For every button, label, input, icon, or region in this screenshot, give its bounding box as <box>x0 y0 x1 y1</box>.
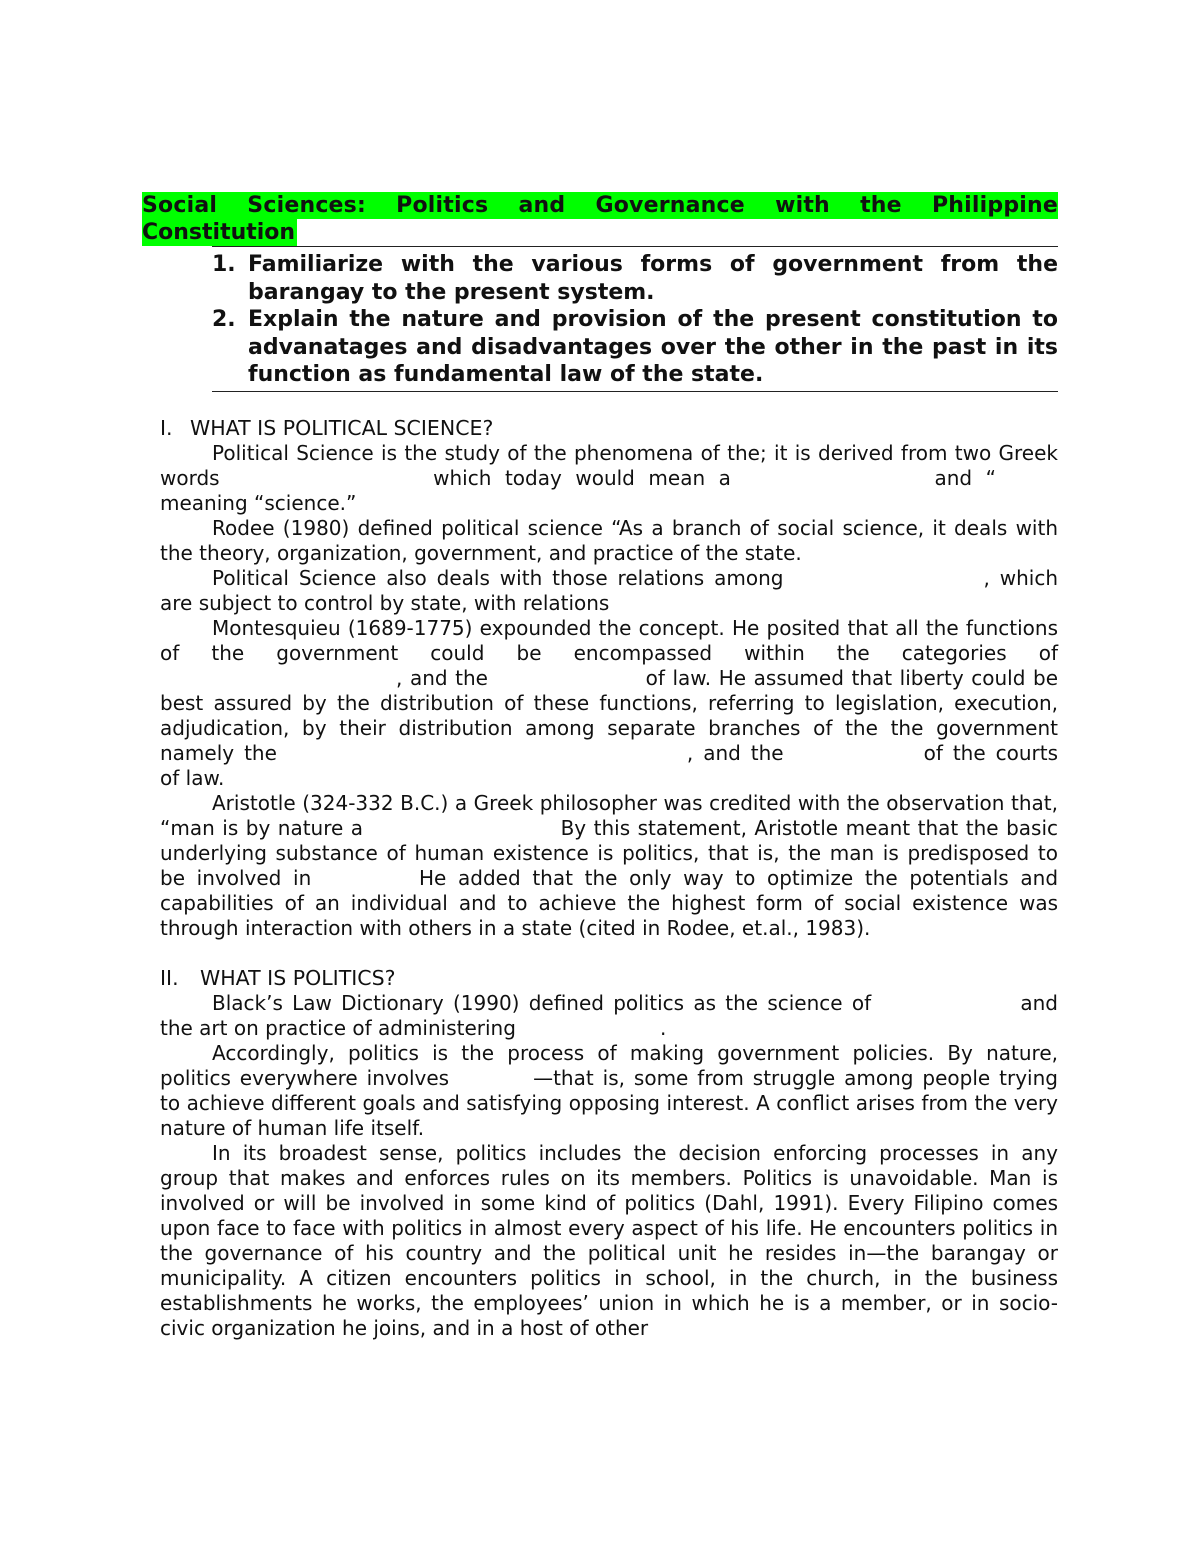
paragraph-text: of the courts of law. <box>160 741 1058 790</box>
paragraph: Rodee (1980) defined political science “As a branch of social science, it deals with the theory, organization, government, and practice of the state. <box>160 516 1058 565</box>
paragraph-text: which today would mean a <box>433 466 731 490</box>
objective-item <box>212 251 1058 306</box>
paragraph-text: Aristotle (324-332 B.C.) a Greek philosopher was credited with the observation that, “man is by nature a <box>160 791 1058 840</box>
paragraph-text: Montesquieu (1689-1775) expounded the concept. He posited that all the functions of the government could be encompassed within the categories of <box>160 616 1058 665</box>
section-number: II. <box>160 966 179 990</box>
section-number: I. <box>160 416 173 440</box>
section-title: WHAT IS POLITICAL SCIENCE? <box>190 416 494 440</box>
paragraph-text: . <box>659 1016 667 1040</box>
paragraph-text: and the art on practice of administering <box>160 991 1058 1040</box>
paragraph <box>160 791 1058 941</box>
paragraph-text: , and the <box>686 741 784 765</box>
objective-text: Explain the nature and provision of the present constitution to advanatages and disadvantages over the other in the past in its function as fundamental law of the state. <box>248 307 1058 387</box>
objective-number: 1. <box>212 252 236 277</box>
paragraph-text: —that is, some from struggle among people trying to achieve different goals and satisfying opposing interest. A conflict arises from the very nature of human life itself. <box>160 1066 1058 1140</box>
paragraph-text: , and the <box>396 666 488 690</box>
paragraph <box>160 441 1058 516</box>
paragraph <box>160 616 1058 791</box>
paragraph <box>160 1041 1058 1141</box>
paragraph-text: of law. He assumed that liberty could be best assured by the distribution of these functions, referring to legislation, execution, adjudication, by their distribution among separate branches of the the government namely the <box>160 666 1059 765</box>
paragraph-text: meaning “science.” <box>160 491 357 515</box>
paragraph-text: , which are subject to control by state, with relations <box>160 566 1058 615</box>
paragraph-text: He added that the only way to optimize the potentials and capabilities of an individual and to achieve the highest form of social existence was through interaction with others in a state (cited in Rodee, et.al., 1983). <box>160 866 1059 940</box>
document-body <box>160 416 1058 1341</box>
paragraph-text: Accordingly, politics is the process of making government policies. By nature, politics everywhere involves <box>160 1041 1058 1090</box>
objective-item <box>212 306 1058 389</box>
paragraph <box>160 566 1058 616</box>
paragraph-text: By this statement, Aristotle meant that the basic underlying substance of human existence is politics, that is, the man is predisposed to be involved in <box>160 816 1058 890</box>
objective-number: 2. <box>212 307 236 332</box>
objectives-list <box>212 246 1058 392</box>
section-heading <box>160 966 1058 991</box>
document-title <box>142 192 1058 246</box>
paragraph-text: Political Science also deals with those relations among <box>212 566 784 590</box>
paragraph-text: Political Science is the study of the phenomena of the; it is derived from two Greek words <box>160 441 1058 490</box>
paragraph: In its broadest sense, politics includes the decision enforcing processes in any group that makes and enforces rules on its members. Politics is unavoidable. Man is involved or will be involved in some kind of politics (Dahl, 1991). Every Filipino comes upon face to face with politics in almost every aspect of his life. He encounters politics in the governance of his country and the political unit he resides in—the barangay or municipality. A citizen encounters politics in school, in the church, in the business establishments he works, the employees’ union in which he is a member, or in socio-civic organization he joins, and in a host of other <box>160 1141 1058 1340</box>
section-heading <box>160 416 1058 441</box>
paragraph-text: Black’s Law Dictionary (1990) defined politics as the science of <box>212 991 872 1015</box>
title-line-1: Social Sciences: Politics and Governance with the Philippine <box>142 193 1058 218</box>
section-title: WHAT IS POLITICS? <box>200 966 396 990</box>
title-line-2: Constitution <box>142 220 296 245</box>
paragraph-text: and “ <box>934 466 996 490</box>
paragraph <box>160 991 1058 1041</box>
objective-text: Familiarize with the various forms of government from the barangay to the present system. <box>248 252 1058 305</box>
